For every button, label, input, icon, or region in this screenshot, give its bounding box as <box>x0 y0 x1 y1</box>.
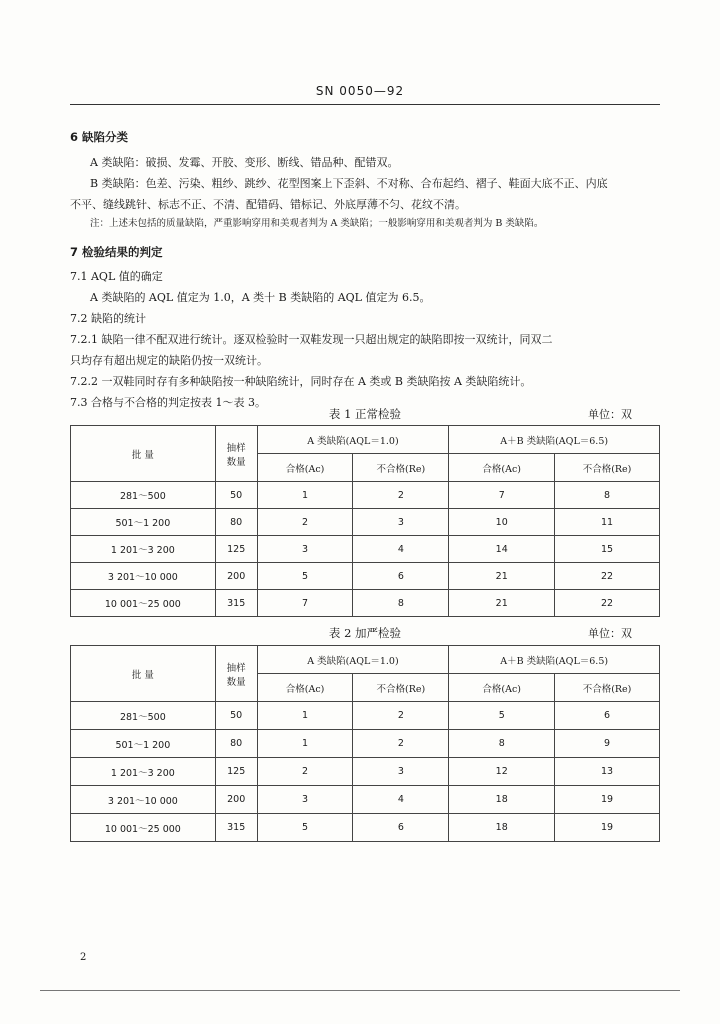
table-1-header-batch: 批 量 <box>71 426 216 482</box>
cell-a-ac: 1 <box>257 702 353 730</box>
cell-a-ac: 2 <box>257 758 353 786</box>
cell-ab-ac: 14 <box>449 536 555 563</box>
table-1 <box>70 425 660 617</box>
cell-ab-ac: 7 <box>449 482 555 509</box>
cell-a-re: 6 <box>353 814 449 842</box>
table-row <box>71 786 660 814</box>
cell-ab-re: 22 <box>555 563 660 590</box>
table-1-header-ab: A＋B 类缺陷(AQL＝6.5) <box>449 426 660 454</box>
table-2-header-ab-ac: 合格(Ac) <box>449 674 555 702</box>
defect-note: 注：上述未包括的质量缺陷，严重影响穿用和美观者判为 A 类缺陷；一般影响穿用和美观者判为 B 类缺陷。 <box>90 218 544 229</box>
page-number: 2 <box>80 952 87 963</box>
cell-a-ac: 3 <box>257 536 353 563</box>
cell-batch: 10 001～25 000 <box>71 590 216 617</box>
cell-ab-re: 11 <box>555 509 660 536</box>
cell-batch: 3 201～10 000 <box>71 563 216 590</box>
cell-a-re: 8 <box>353 590 449 617</box>
cell-ab-ac: 18 <box>449 814 555 842</box>
section-7-1-title: 7.1 AQL 值的确定 <box>70 270 163 283</box>
section-7-3: 7.3 合格与不合格的判定按表 1～表 3。 <box>70 396 266 409</box>
defect-a-line: A 类缺陷：破损、发霉、开胶、变形、断线、错品种、配错双。 <box>90 156 399 169</box>
table-row <box>71 590 660 617</box>
table-2-header-a-re: 不合格(Re) <box>353 674 449 702</box>
section-6-title: 6 缺陷分类 <box>70 130 129 144</box>
section-7-2-1-line-2: 只均存有超出规定的缺陷仍按一双统计。 <box>70 354 268 367</box>
cell-a-re: 2 <box>353 730 449 758</box>
table-row <box>71 730 660 758</box>
table-1-caption: 表 1 正常检验 <box>328 407 402 421</box>
cell-sample: 50 <box>215 482 257 509</box>
page-header: SN 0050—92 <box>315 84 405 98</box>
cell-batch: 3 201～10 000 <box>71 786 216 814</box>
table-row <box>71 814 660 842</box>
cell-batch: 281～500 <box>71 482 216 509</box>
section-7-1-text: A 类缺陷的 AQL 值定为 1.0，A 类十 B 类缺陷的 AQL 值定为 6.5。 <box>90 291 431 304</box>
cell-ab-ac: 21 <box>449 563 555 590</box>
table-row <box>71 536 660 563</box>
table-2-header-a-ac: 合格(Ac) <box>257 674 353 702</box>
cell-sample: 200 <box>215 786 257 814</box>
cell-batch: 281～500 <box>71 702 216 730</box>
table-1-header-sample: 抽样 数量 <box>215 426 257 482</box>
cell-a-re: 3 <box>353 509 449 536</box>
cell-ab-ac: 12 <box>449 758 555 786</box>
cell-sample: 200 <box>215 563 257 590</box>
table-row <box>71 482 660 509</box>
table-2-unit: 单位：双 <box>588 627 632 640</box>
cell-a-ac: 5 <box>257 814 353 842</box>
cell-sample: 315 <box>215 590 257 617</box>
section-7-2-2: 7.2.2 一双鞋同时存有多种缺陷按一种缺陷统计，同时存在 A 类或 B 类缺陷按 A 类缺陷统计。 <box>70 375 532 388</box>
table-1-unit: 单位：双 <box>588 408 632 421</box>
table-1-header-a-ac: 合格(Ac) <box>257 454 353 482</box>
table-1-header-a: A 类缺陷(AQL＝1.0) <box>257 426 449 454</box>
cell-sample: 80 <box>215 730 257 758</box>
cell-a-re: 3 <box>353 758 449 786</box>
cell-a-ac: 2 <box>257 509 353 536</box>
cell-ab-re: 22 <box>555 590 660 617</box>
table-2-header-a: A 类缺陷(AQL＝1.0) <box>257 646 449 674</box>
table-2-header-ab-re: 不合格(Re) <box>555 674 660 702</box>
cell-a-ac: 3 <box>257 786 353 814</box>
cell-ab-re: 8 <box>555 482 660 509</box>
cell-batch: 501～1 200 <box>71 730 216 758</box>
cell-batch: 1 201～3 200 <box>71 536 216 563</box>
table-1-header-ab-ac: 合格(Ac) <box>449 454 555 482</box>
cell-sample: 125 <box>215 758 257 786</box>
header-rule <box>70 104 660 105</box>
cell-a-re: 4 <box>353 786 449 814</box>
table-row <box>71 563 660 590</box>
section-7-title: 7 检验结果的判定 <box>70 245 163 259</box>
cell-sample: 80 <box>215 509 257 536</box>
cell-a-re: 2 <box>353 482 449 509</box>
table-2 <box>70 645 660 842</box>
defect-b-line-1: B 类缺陷：色差、污染、粗纱、跳纱、花型图案上下歪斜、不对称、合布起绉、褶子、鞋面大底不正、内底 <box>90 177 608 190</box>
defect-b-line-2: 不平、缝线跳针、标志不正、不清、配错码、错标记、外底厚薄不匀、花纹不清。 <box>70 198 466 211</box>
cell-ab-re: 19 <box>555 786 660 814</box>
cell-ab-ac: 18 <box>449 786 555 814</box>
section-7-2-title: 7.2 缺陷的统计 <box>70 312 146 325</box>
cell-a-ac: 7 <box>257 590 353 617</box>
cell-a-re: 2 <box>353 702 449 730</box>
cell-ab-ac: 8 <box>449 730 555 758</box>
table-row <box>71 702 660 730</box>
table-2-header-ab: A＋B 类缺陷(AQL＝6.5) <box>449 646 660 674</box>
table-row <box>71 509 660 536</box>
cell-a-re: 6 <box>353 563 449 590</box>
table-2-header-sample: 抽样 数量 <box>215 646 257 702</box>
cell-ab-ac: 5 <box>449 702 555 730</box>
cell-ab-re: 13 <box>555 758 660 786</box>
cell-a-ac: 1 <box>257 730 353 758</box>
table-2-caption: 表 2 加严检验 <box>328 626 402 640</box>
cell-sample: 125 <box>215 536 257 563</box>
cell-ab-re: 9 <box>555 730 660 758</box>
table-1-header-ab-re: 不合格(Re) <box>555 454 660 482</box>
bottom-rule <box>40 990 680 991</box>
cell-ab-ac: 10 <box>449 509 555 536</box>
cell-a-ac: 5 <box>257 563 353 590</box>
cell-sample: 315 <box>215 814 257 842</box>
cell-batch: 10 001～25 000 <box>71 814 216 842</box>
cell-a-re: 4 <box>353 536 449 563</box>
cell-batch: 1 201～3 200 <box>71 758 216 786</box>
cell-sample: 50 <box>215 702 257 730</box>
cell-ab-ac: 21 <box>449 590 555 617</box>
table-1-header-a-re: 不合格(Re) <box>353 454 449 482</box>
cell-batch: 501～1 200 <box>71 509 216 536</box>
cell-ab-re: 6 <box>555 702 660 730</box>
cell-ab-re: 15 <box>555 536 660 563</box>
table-row <box>71 758 660 786</box>
cell-a-ac: 1 <box>257 482 353 509</box>
table-2-header-batch: 批 量 <box>71 646 216 702</box>
section-7-2-1-line-1: 7.2.1 缺陷一律不配双进行统计。逐双检验时一双鞋发现一只超出规定的缺陷即按一双统计，同双二 <box>70 333 553 346</box>
cell-ab-re: 19 <box>555 814 660 842</box>
